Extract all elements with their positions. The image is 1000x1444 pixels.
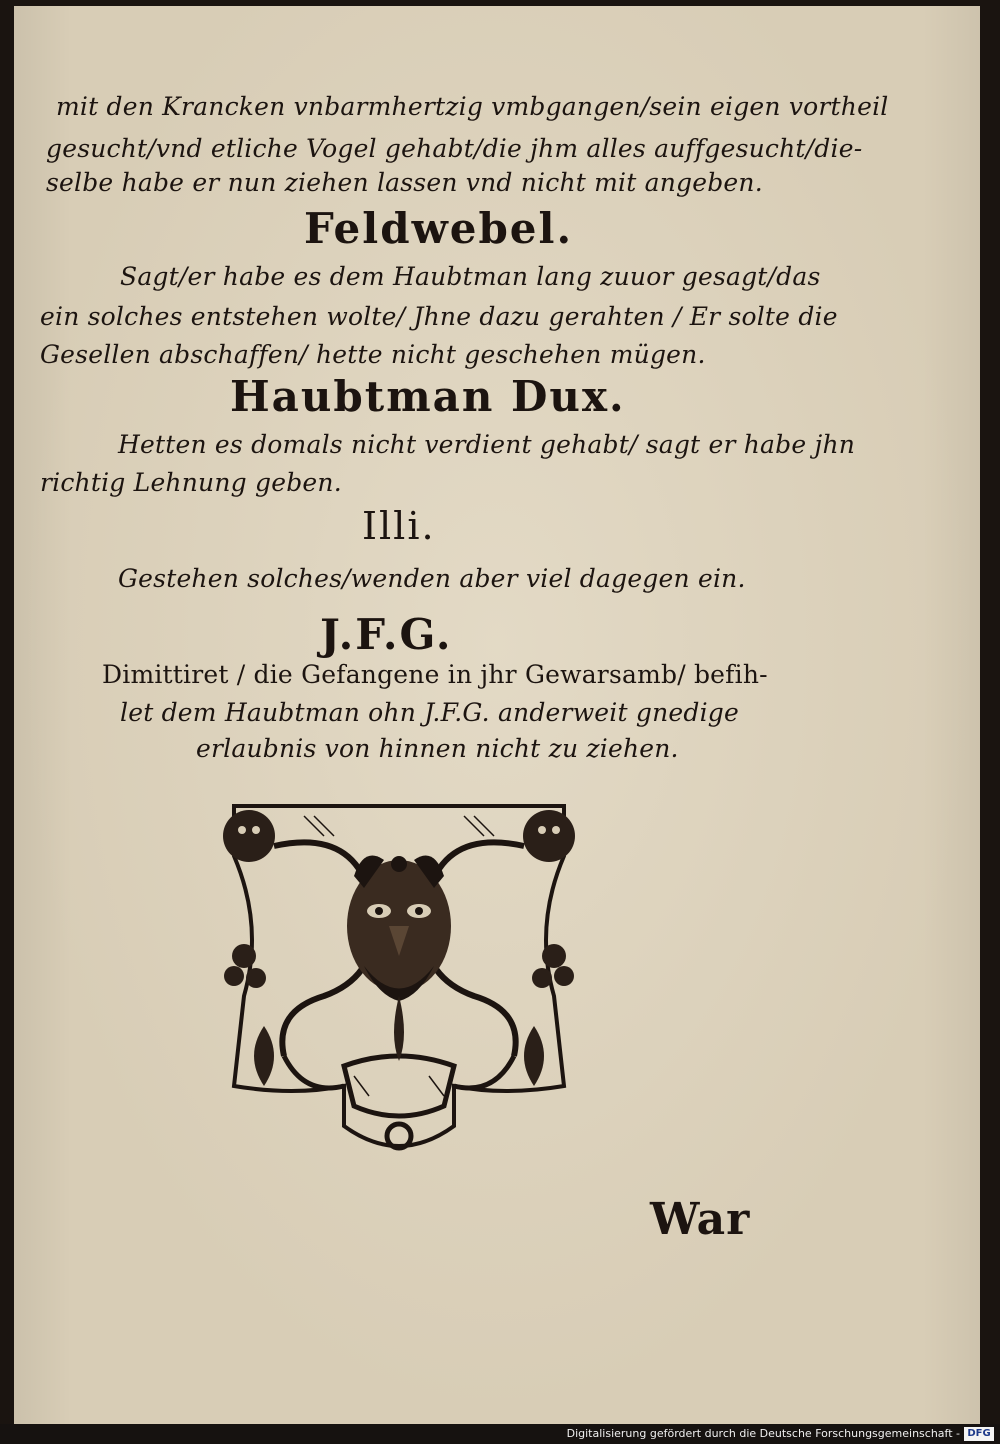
text-line: Sagt/er habe es dem Haubtman lang zuuor gesagt/das	[120, 262, 821, 291]
text-line: selbe habe er nun ziehen lassen vnd nicht mit angeben.	[46, 168, 763, 197]
section-heading-haubtman: Haubtman Dux.	[230, 372, 626, 421]
document-page	[14, 6, 980, 1424]
footer-bar	[0, 1424, 1000, 1444]
catchword: War	[650, 1194, 751, 1245]
text-line: ein solches entstehen wolte/ Jhne dazu gerahten / Er solte die	[40, 302, 838, 331]
text-line: Hetten es domals nicht verdient gehabt/ sagt er habe jhn	[118, 430, 856, 459]
text-line: let dem Haubtman ohn J.F.G. anderweit gnedige	[120, 698, 739, 727]
section-heading-illi: Illi.	[362, 504, 436, 548]
section-heading-feldwebel: Feldwebel.	[304, 204, 574, 253]
section-heading-jfg: J.F.G.	[320, 610, 453, 659]
text-line: erlaubnis von hinnen nicht zu ziehen.	[196, 734, 679, 763]
text-line: Gesellen abschaffen/ hette nicht geschehen mügen.	[40, 340, 706, 369]
text-line: mit den Krancken vnbarmhertzig vmbgangen/sein eigen vortheil	[56, 92, 889, 121]
dfg-logo-icon: DFG	[964, 1427, 994, 1441]
grotesque-mask-ornament-icon	[204, 796, 594, 1166]
text-line: Gestehen solches/wenden aber viel dagegen ein.	[118, 564, 746, 593]
footer-credit: Digitalisierung gefördert durch die Deutsche Forschungsgemeinschaft -	[566, 1427, 960, 1440]
text-line: gesucht/vnd etliche Vogel gehabt/die jhm alles auffgesucht/die-	[46, 134, 863, 163]
text-block	[14, 6, 980, 766]
text-line: Dimittiret / die Gefangene in jhr Gewarsamb/ befih-	[102, 660, 768, 689]
text-line: richtig Lehnung geben.	[40, 468, 342, 497]
